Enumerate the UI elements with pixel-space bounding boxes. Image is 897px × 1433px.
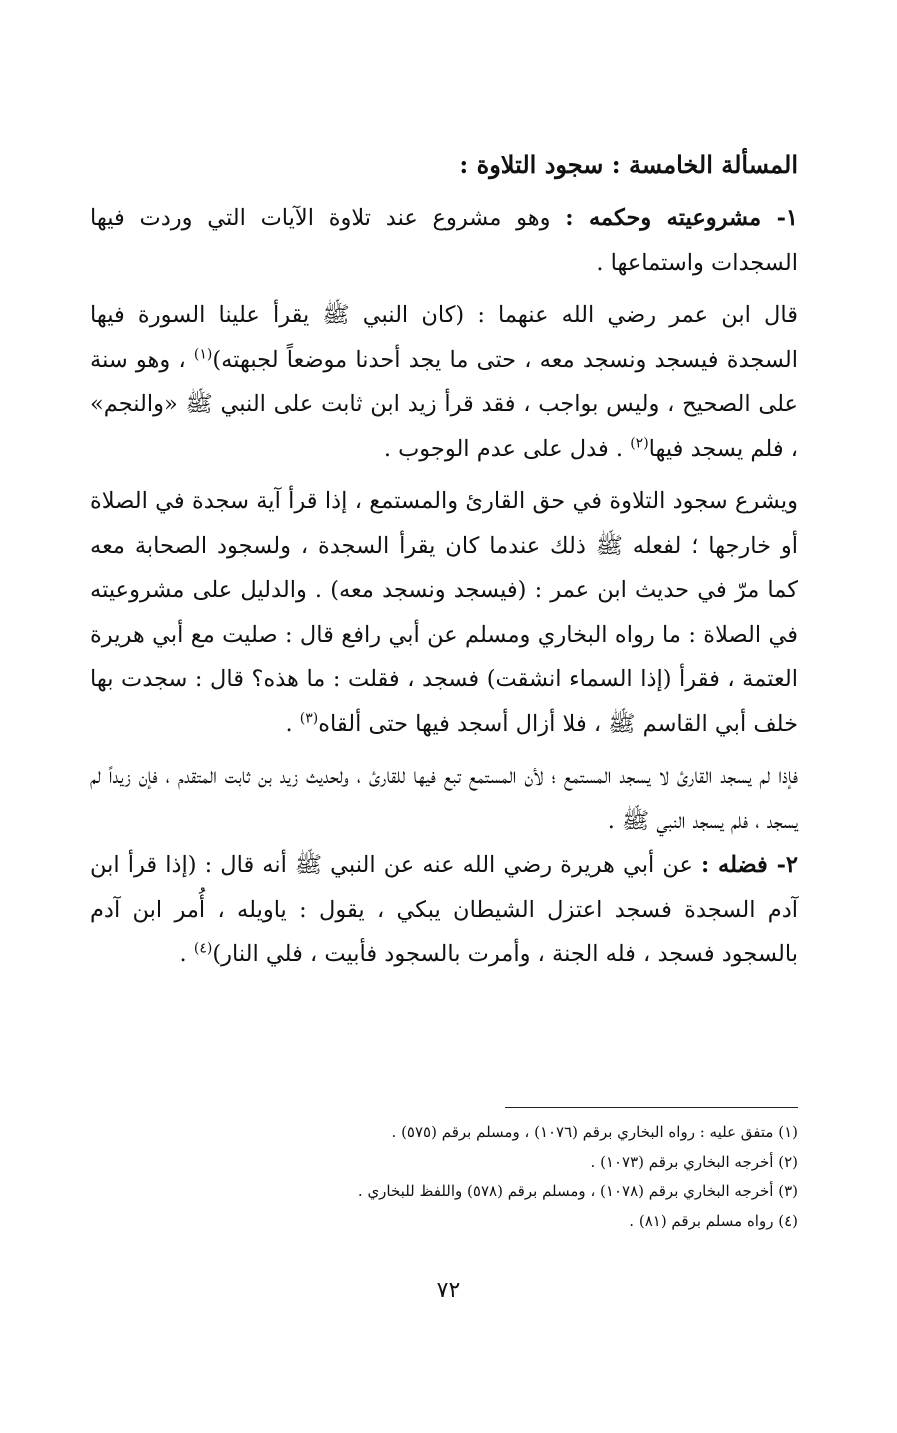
paragraph-text: . (285, 710, 293, 737)
subsection-lead-virtue: ٢- فضله : (700, 852, 798, 878)
paragraph-reader-listener (90, 479, 798, 746)
paragraph-text: . (179, 941, 187, 967)
paragraph-text: عن أبي هريرة رضي الله عنه عن النبي ﷺ أنه قال : (إذا قرأ ابن آدم السجدة فسجد اعتزل الشيطان يبكي ، يقول : ياويله ، أُمر ابن آدم بالسجود فسجد ، فله الجنة ، وأمرت بالسجود فأبيت ، فلي النار) (90, 852, 798, 967)
paragraph-virtue (90, 843, 798, 977)
section-heading: المسألة الخامسة : سجود التلاوة : (459, 150, 798, 179)
page-body (90, 140, 798, 985)
footnote-ref-2[interactable]: (٢) (630, 435, 649, 451)
footnote-divider (505, 1107, 798, 1108)
footnote-ref-1[interactable]: (١) (193, 346, 213, 362)
subsection-lead-legitimacy: ١- مشروعيته وحكمه : (565, 205, 799, 231)
paragraph-text: . فدل على عدم الوجوب . (383, 435, 624, 462)
footnote-2: (٢) أخرجه البخاري برقم (١٠٧٣) . (590, 1152, 798, 1171)
footnote-3: (٣) أخرجه البخاري برقم (١٠٧٨) ، ومسلم برقم (٥٧٨) واللفظ للبخاري . (357, 1182, 798, 1200)
paragraph-text: ويشرع سجود التلاوة في حق القارئ والمستمع ، إذا قرأ آية سجدة في الصلاة أو خارجها ؛ لفعله ﷺ ذلك عندما كان يقرأ السجدة ، ولسجود الصحابة معه كما مرّ في حديث ابن عمر : (فيسجد ونسجد معه) . والدليل على مشروعيته في الصلاة : ما رواه البخاري ومسلم عن أبي رافع قال : صليت مع أبي هريرة العتمة ، فقرأ (إذا السماء انشقت) فسجد ، فقلت : ما هذه؟ قال : سجدت بها خلف أبي القاسم ﷺ ، فلا أزال أسجد فيها حتى ألقاه (90, 488, 798, 737)
footnotes (98, 1107, 798, 1236)
footnote-4: (٤) رواه مسلم برقم (٨١) . (629, 1211, 798, 1230)
paragraph-follow (90, 754, 798, 843)
footnote-ref-3[interactable]: (٣) (299, 710, 319, 726)
footnote-ref-4[interactable]: (٤) (193, 940, 213, 957)
paragraph-ibn-umar (90, 293, 798, 471)
paragraph-text: فإذا لم يسجد القارئ لا يسجد المستمع ؛ لأن المستمع تبع فيها للقارئ ، ولحديث زيد بن ثابت المتقدم ، فإن زيداً لم يسجد ، فلم يسجد النبي ﷺ . (90, 763, 798, 834)
page-number: ٧٢ (436, 1278, 461, 1303)
paragraph-text: قال ابن عمر رضي الله عنهما : (كان النبي ﷺ يقرأ علينا السورة فيها السجدة فيسجد ونسجد معه ، حتى ما يجد أحدنا موضعاً لجبهته) (90, 302, 798, 373)
footnote-1: (١) متفق عليه : رواه البخاري برقم (١٠٧٦) ، ومسلم برقم (٥٧٥) . (391, 1123, 798, 1141)
paragraph-legitimacy (90, 196, 798, 285)
paragraph-text: ، وهو سنة على الصحيح ، وليس بواجب ، فقد قرأ زيد ابن ثابت على النبي ﷺ «والنجم» ، فلم يسجد فيها (90, 346, 798, 462)
paragraph-text: وهو مشروع عند تلاوة الآيات التي وردت فيها السجدات واستماعها . (90, 205, 798, 276)
